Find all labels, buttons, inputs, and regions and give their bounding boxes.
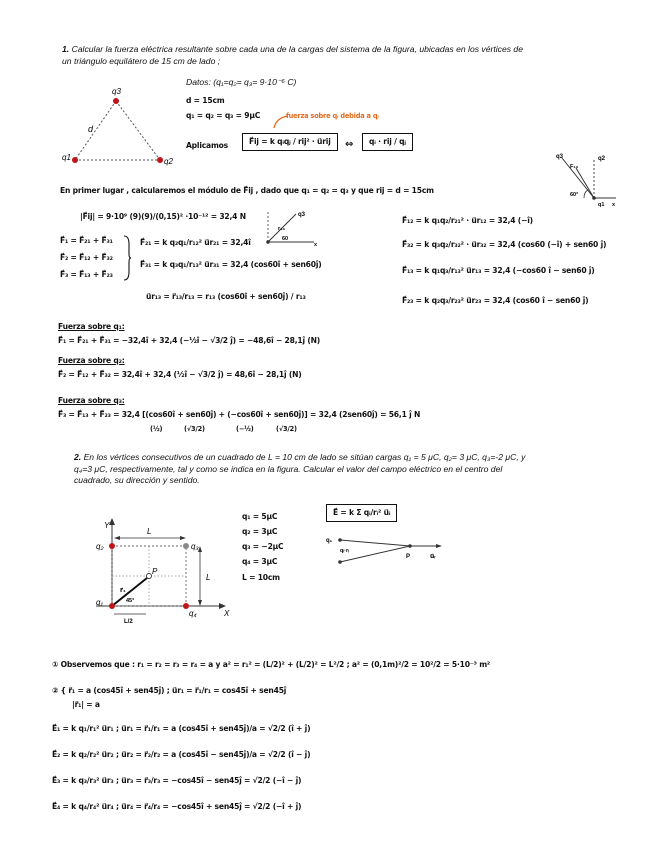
triangle-figure xyxy=(60,84,180,170)
charge-q3-dot xyxy=(113,98,119,104)
charge-q1-dot xyxy=(72,157,78,163)
right-f13: F⃗₁₃ = k q₁q₃/r₁₃² u⃗r₁₃ = 32,4 (−cos60 î − sen60 ĵ) xyxy=(402,266,595,275)
sf-x: x xyxy=(612,202,616,208)
sf-q3: q3 xyxy=(556,154,564,160)
formula-unit-box: qᵢ · rij / qⱼ xyxy=(362,133,413,151)
problem-1-statement: 1. Calcular la fuerza eléctrica resultante sobre cada una de la cargas del sistema de la figura, ubicadas en los vértices de un triángulo equilátero de 15 cm de lado ; xyxy=(62,44,523,66)
formula-coulomb-box: F⃗ij = k qᵢqⱼ / rij² · u⃗rij xyxy=(242,133,338,151)
p2-e3: E⃗₃ = k q₃/r₃² u⃗r₃ ; u⃗r₃ = r⃗₃/r₃ = −cos45î − sen45ĵ = √2/2 (−î − ĵ) xyxy=(52,776,302,785)
p2-charge-q2: q₂ = 3μC xyxy=(242,527,278,536)
p2-e1: E⃗₁ = k q₁/r₁² u⃗r₁ ; u⃗r₁ = r⃗₁/r₁ = a (cos45î + sen45ĵ)/a = √2/2 (î + ĵ) xyxy=(52,724,311,733)
sf-q1: q1 xyxy=(598,202,605,208)
label-q2: q2 xyxy=(164,157,173,166)
p2-mini-figure xyxy=(326,532,446,568)
note-charges: q₁ = q₂ = q₃ = 9μC xyxy=(186,111,261,120)
label-q3: q3 xyxy=(112,87,121,96)
sq-ang: 45° xyxy=(126,598,135,604)
mini-p: P xyxy=(406,554,411,560)
sq-charge-q3 xyxy=(183,543,189,549)
charge-q2-dot xyxy=(157,157,163,163)
sq-P: P xyxy=(152,567,158,576)
right-f12: F⃗₁₂ = k q₁q₂/r₂₁² · u⃗r₁₂ = 32,4 (−î) xyxy=(402,216,533,225)
system-f2: F⃗₂ = F⃗₁₂ + F⃗₃₂ xyxy=(60,253,113,262)
sq-charge-q1 xyxy=(109,603,115,609)
center-ur13: u⃗r₁₃ = r⃗₁₃/r₁₃ = r₁₃ (cos60î + sen60ĵ) / r₁₃ xyxy=(146,292,306,301)
system-f3: F⃗₃ = F⃗₁₃ + F⃗₂₃ xyxy=(60,270,113,279)
sf-q2: q2 xyxy=(598,156,606,162)
sq-q2: q₂ xyxy=(96,542,104,551)
note-d: d = 15cm xyxy=(186,96,225,105)
cf-x: x xyxy=(314,242,318,248)
sq-charge-q2 xyxy=(109,543,115,549)
problem-1-data: Datos: (q₁=q₂= q₃= 9·10⁻⁶ C) xyxy=(186,77,297,87)
f3-sub-4: (√3/2) xyxy=(276,425,297,433)
center-angle-figure xyxy=(256,208,322,248)
problem-2-statement: 2. En los vértices consecutivos de un cuadrado de L = 10 cm de lado se sitúan cargas q₁ = 5 μC, q₂= 3 μC, q₃=-2 μC, y q₄=3 μC, respectivamente, tal y como se indica en la figura. Calcular el valor del campo eléctrico en el centro del cuadrado, su dirección y sentido. xyxy=(74,452,526,485)
p2-step2a: ② { r⃗₁ = a (cos45î + sen45ĵ) ; u⃗r₁ = r⃗₁/r₁ = cos45î + sen45ĵ xyxy=(52,686,287,695)
p2-step2b: |r⃗₁| = a xyxy=(72,700,100,709)
f2-title: Fuerza sobre q₂: xyxy=(58,356,125,365)
mini-u: u⃗ᵣ xyxy=(430,554,436,560)
p2-charge-q4: q₄ = 3μC xyxy=(242,557,278,566)
cf-q3: q3 xyxy=(298,212,306,218)
p2-L: L = 10cm xyxy=(242,573,280,582)
f3-sub-3: (−½) xyxy=(236,425,254,433)
sq-q1: q₁ xyxy=(96,598,103,607)
cf-r: r₁₃ xyxy=(278,226,285,232)
center-f21: F⃗₂₁ = k q₂q₁/r₁₂² u⃗r₂₁ = 32,4î xyxy=(140,238,251,247)
sf-angle: 60° xyxy=(570,192,579,198)
p2-charge-q1: q₁ = 5μC xyxy=(242,512,278,521)
f3-sub-2: (√3/2) xyxy=(184,425,205,433)
p2-obs: ① Observemos que : r₁ = r₂ = r₃ = r₄ = a y a² = r₁² = (L/2)² + (L/2)² = L²/2 ; a² = (0,1m)²/2 = 10²/2 = 5·10⁻³ m² xyxy=(52,660,491,669)
sq-q3: q₃ xyxy=(191,542,199,551)
p2-e2: E⃗₂ = k q₂/r₂² u⃗r₂ ; u⃗r₂ = r⃗₂/r₂ = a (cos45î − sen45ĵ)/a = √2/2 (î − ĵ) xyxy=(52,750,311,759)
f2-line: F⃗₂ = F⃗₁₂ + F⃗₃₂ = 32,4î + 32,4 (½î − √3/2 ĵ) = 48,6î − 28,1ĵ (N) xyxy=(58,370,302,379)
sq-q4: q₄ xyxy=(189,609,197,618)
label-d: d xyxy=(88,124,94,134)
p2-e4: E⃗₄ = k q₄/r₄² u⃗r₄ ; u⃗r₄ = r⃗₄/r₄ = −cos45î + sen45ĵ = √2/2 (−î + ĵ) xyxy=(52,802,302,811)
p2-field-formula-box: E⃗ = k Σ qᵢ/rᵢ² u⃗ᵢ xyxy=(326,504,397,522)
p2-charge-q3: q₃ = −2μC xyxy=(242,542,284,551)
f3-sub-1: (½) xyxy=(150,425,163,433)
right-f32: F⃗₃₂ = k q₃q₂/r₃₂² · u⃗r₃₂ = 32,4 (cos60 (−î) + sen60 ĵ) xyxy=(402,240,607,249)
sf-f: F₁₃ xyxy=(570,164,579,170)
note-aplicamos: Aplicamos xyxy=(186,141,228,150)
primer-lugar-line: En primer lugar , calcularemos el módulo de F⃗ij , dado que q₁ = q₂ = q₃ y que rij = d = 15cm xyxy=(60,186,434,195)
mini-e: qᵢ·rᵢ xyxy=(340,548,349,554)
equivalence-arrow: ⇔ xyxy=(345,139,354,150)
label-q1: q1 xyxy=(62,153,71,162)
f3-title: Fuerza sobre q₃: xyxy=(58,396,125,405)
annotation-arrow xyxy=(270,114,290,130)
sq-y: Y xyxy=(104,521,110,530)
f1-title: Fuerza sobre q₁: xyxy=(58,322,125,331)
right-f23: F⃗₂₃ = k q₂q₃/r₂₃² u⃗r₂₃ = 32,4 (cos60 î − sen60 ĵ) xyxy=(402,296,589,305)
system-brace xyxy=(122,234,132,282)
sq-L-right: L xyxy=(206,573,211,582)
f3-line: F⃗₃ = F⃗₁₃ + F⃗₂₃ = 32,4 [(cos60î + sen60ĵ) + (−cos60î + sen60ĵ)] = 32,4 (2sen60ĵ) = 56,1 ĵ N xyxy=(58,410,421,419)
system-f1: F⃗₁ = F⃗₂₁ + F⃗₃₁ xyxy=(60,236,113,245)
f1-line: F⃗₁ = F⃗₂₁ + F⃗₃₁ = −32,4î + 32,4 (−½î − √3/2 ĵ) = −48,6î − 28,1ĵ (N) xyxy=(58,336,321,345)
modulo-line: |F⃗ij| = 9·10⁹ (9)(9)/(0,15)² ·10⁻¹² = 32,4 N xyxy=(80,212,246,221)
center-f31: F⃗₃₁ = k q₃q₁/r₁₃² u⃗r₃₁ = 32,4 (cos60î + sen60ĵ) xyxy=(140,260,322,269)
point-P xyxy=(147,574,152,579)
sq-half: L/2 xyxy=(124,619,133,625)
mini-q: q₁ xyxy=(326,538,333,544)
cf-angle: 60 xyxy=(282,236,289,242)
sq-x: X xyxy=(224,609,230,618)
annotation-fuerza: fuerza sobre qᵢ debida a qⱼ xyxy=(286,112,379,120)
small-force-figure xyxy=(548,150,618,208)
sq-r: r⃗₁ xyxy=(120,588,126,594)
square-figure xyxy=(76,516,236,626)
sq-L-top: L xyxy=(147,527,152,536)
